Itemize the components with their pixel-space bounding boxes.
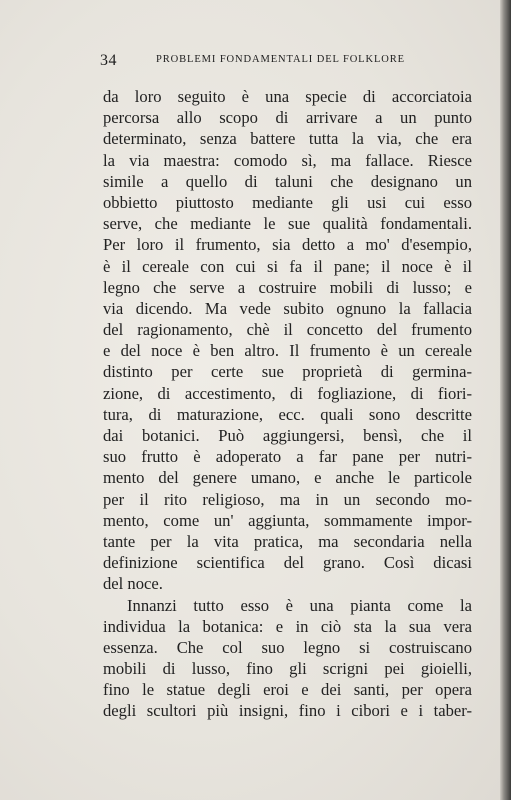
body-text [103, 86, 472, 722]
text-line: serve, che mediante le sue qualità fondamentali. [103, 214, 472, 234]
text-line: definizione scientifica del grano. Così dicasi [103, 553, 472, 573]
text-line: distinto per certe sue proprietà di germina- [103, 362, 472, 382]
text-line: mento, come un' aggiunta, sommamente impor- [103, 510, 472, 530]
text-line: è il cereale con cui si fa il pane; il noce è il [103, 256, 472, 276]
running-title: PROBLEMI FONDAMENTALI DEL FOLKLORE [156, 54, 405, 65]
page-number: 34 [100, 52, 117, 69]
page-edge-shadow [500, 0, 511, 800]
text-line: per il rito religioso, ma in un secondo mo- [103, 489, 472, 509]
text-line: mobili di lusso, fino gli scrigni pei gioielli, [103, 659, 472, 679]
text-line: Per loro il frumento, sia detto a mo' d'esempio, [103, 235, 472, 255]
text-line: e del noce è ben altro. Il frumento è un cereale [103, 341, 472, 361]
paragraph-start-line: Innanzi tutto esso è una pianta come la [127, 595, 472, 615]
text-line: la via maestra: comodo sì, ma fallace. Riesce [103, 150, 472, 170]
running-head [100, 52, 472, 70]
text-line: fino le statue degli eroi e dei santi, per opera [103, 680, 472, 700]
text-line: tura, di maturazione, ecc. quali sono descritte [103, 404, 472, 424]
text-line: mento del genere umano, e anche le particole [103, 468, 472, 488]
text-line: zione, di accestimento, di fogliazione, di fiori- [103, 383, 472, 403]
text-line: del ragionamento, chè il concetto del frumento [103, 320, 472, 340]
text-line: legno che serve a costruire mobili di lusso; e [103, 277, 472, 297]
text-line: da loro seguito è una specie di accorciatoia [103, 87, 472, 106]
text-line: determinato, senza battere tutta la via, che era [103, 129, 472, 149]
text-line: obbietto piuttosto mediante gli usi cui esso [103, 192, 472, 212]
text-line: essenza. Che col suo legno si costruiscano [103, 637, 472, 657]
text-line: individua la botanica: e in ciò sta la sua vera [103, 616, 472, 636]
text-line: percorsa allo scopo di arrivare a un punto [103, 108, 472, 128]
text-line: via dicendo. Ma vede subito ognuno la fallacia [103, 298, 472, 318]
text-line: tante per la vita pratica, ma secondaria nella [103, 531, 472, 551]
text-line: del noce. [103, 574, 163, 594]
text-line: suo frutto è adoperato a far pane per nutri- [103, 447, 472, 467]
text-line: simile a quello di taluni che designano un [103, 171, 472, 191]
text-line: degli scultori più insigni, fino i cibori e i taber- [103, 701, 472, 721]
text-line: dai botanici. Può aggiungersi, bensì, che il [103, 426, 472, 445]
